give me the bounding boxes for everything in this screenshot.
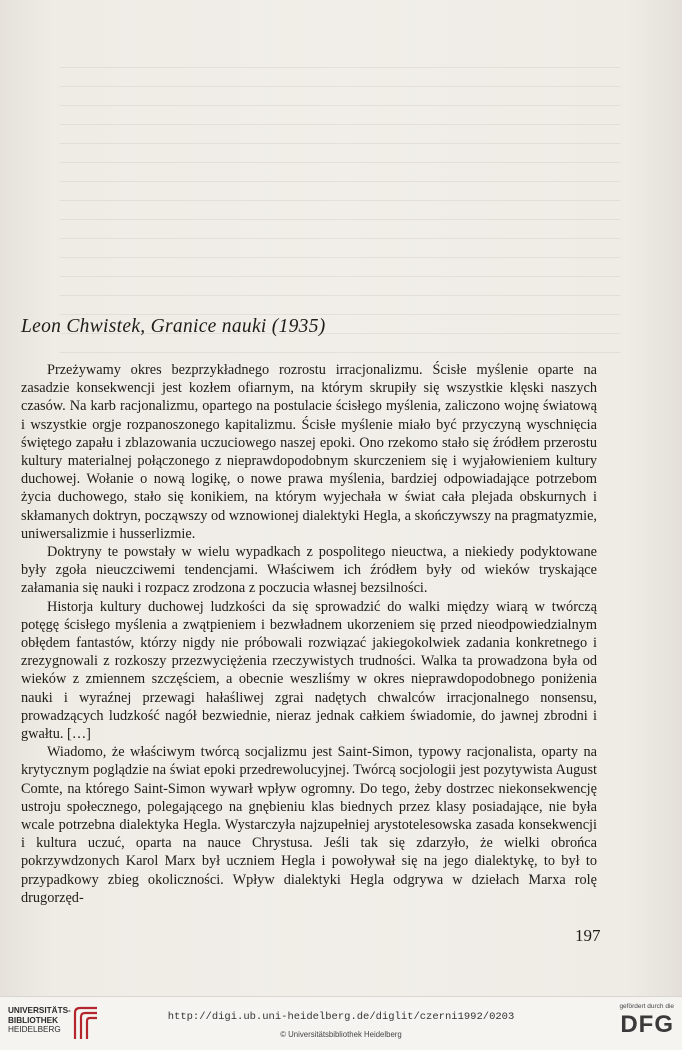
viewer-footer	[0, 996, 682, 1050]
section-title: Leon Chwistek, Granice nauki (1935)	[21, 316, 326, 337]
library-name: UNIVERSITÄTS- BIBLIOTHEK HEIDELBERG	[8, 1006, 71, 1034]
permalink-url[interactable]: http://digi.ub.uni-heidelberg.de/diglit/czerni1992/0203	[167, 1011, 515, 1023]
copyright-notice: © Universitätsbibliothek Heidelberg	[280, 1030, 402, 1039]
paragraph: Wiadomo, że właściwym twórcą socjalizmu jest Saint-Simon, typowy racjonalista, oparty na krytycznym poglądzie na świat epoki przedrewolucyjnej. Twórcą socjologii jest pozytywista August Comte, na którego Saint-Simon wywarł wpływ ogromny. Do tego, żeby dostrzec niekonsekwencję ustroju społecznego, polegającego na gnębieniu klas biednych przez klasy posiadające, nie była wcale potrzebna dialektyka Hegla. Wystarczyła najzupełniej arystotelesowska zasada konsekwencji i kultura uczuć, oparta na nauce Chrystusa. Jeśli tak się zdarzyło, że wielki obrońca pokrzywdzonych Karol Marx był uczniem Hegla i powoływał się na jego dialektykę, to był to przypadkowy zbieg okoliczności. Wpływ dialektyki Hegla odgrywa w dziełach Marxa rolę drugorzęd-	[21, 744, 597, 906]
funder-logo[interactable]	[608, 1003, 674, 1045]
paragraph: Historja kultury duchowej ludzkości da się sprowadzić do walki między wiarą w twórczą potęgę ścisłego myślenia a zwątpieniem i bezwładnem ukorzeniem się przed nieodpowiedzialnym obłędem fantastów, którzy nigdy nie próbowali rozwiązać jakiegokolwiek zadania konkretnego i zrezygnowali z rozkoszy przezwyciężenia rzeczywistych trudności. Walka ta prowadzona była od wieków z zmiennem szczęściem, a obecnie weszliśmy w okres nieprawdopodobnego poniżenia nauki i wyraźnej przewagi hałaśliwej zgrai nadętych chwalców irracjonalnego nonsensu, prowadzących ludzkość nagół bezwiednie, nieraz jednak całkiem świadomie, do jawnej zbrodni i gwałtu. […]	[21, 598, 597, 743]
paragraph: Przeżywamy okres bezprzykładnego rozrostu irracjonalizmu. Ścisłe myślenie oparte na zasadzie konsekwencji jest kozłem ofiarnym, na którym skrupiły się wszystkie klęski naszych czasów. Na karb racjonalizmu, opartego na postulacie ścisłego myślenia, zaliczono wojnę światową i wszystkie orgje rozpanoszonego kapitalizmu. Ścisłe myślenie miało być przyczyną wyschnięcia świętego zapału i zblazowania uczuciowego naszej epoki. Ono rzekomo stało się źródłem przerostu kultury materialnej połączonego z nieprawdopodobnym skurczeniem się i wyjałowieniem kultury duchowej. Wołanie o nową logikę, o nowe prawa myślenia, bardziej odpowiadające potrzebom życia duchowego, stało się konikiem, na którym wyjechała w świat cała plejada obskurnych i skłamanych doktryn, począwszy od wznowionej dialektyki Hegla, a skończywszy na pragmatyzmie, uniwersalizmie i husserlizmie.	[21, 362, 597, 542]
dfg-logo-text: DFG	[620, 1011, 674, 1038]
funding-note: gefördert durch die	[619, 1003, 674, 1010]
show-through-text	[60, 55, 620, 355]
page-number: 197	[575, 926, 601, 945]
paragraph: Doktryny te powstały w wielu wypadkach z pospolitego nieuctwa, a niekiedy podyktowane były zgoła nieuczciwemi tendencjami. Właściwem ich źródłem były od wieków tryskające załamania się nauki i rozpacz zrodzona z poczucia własnej bezsilności.	[21, 544, 597, 597]
body-text	[21, 361, 597, 907]
